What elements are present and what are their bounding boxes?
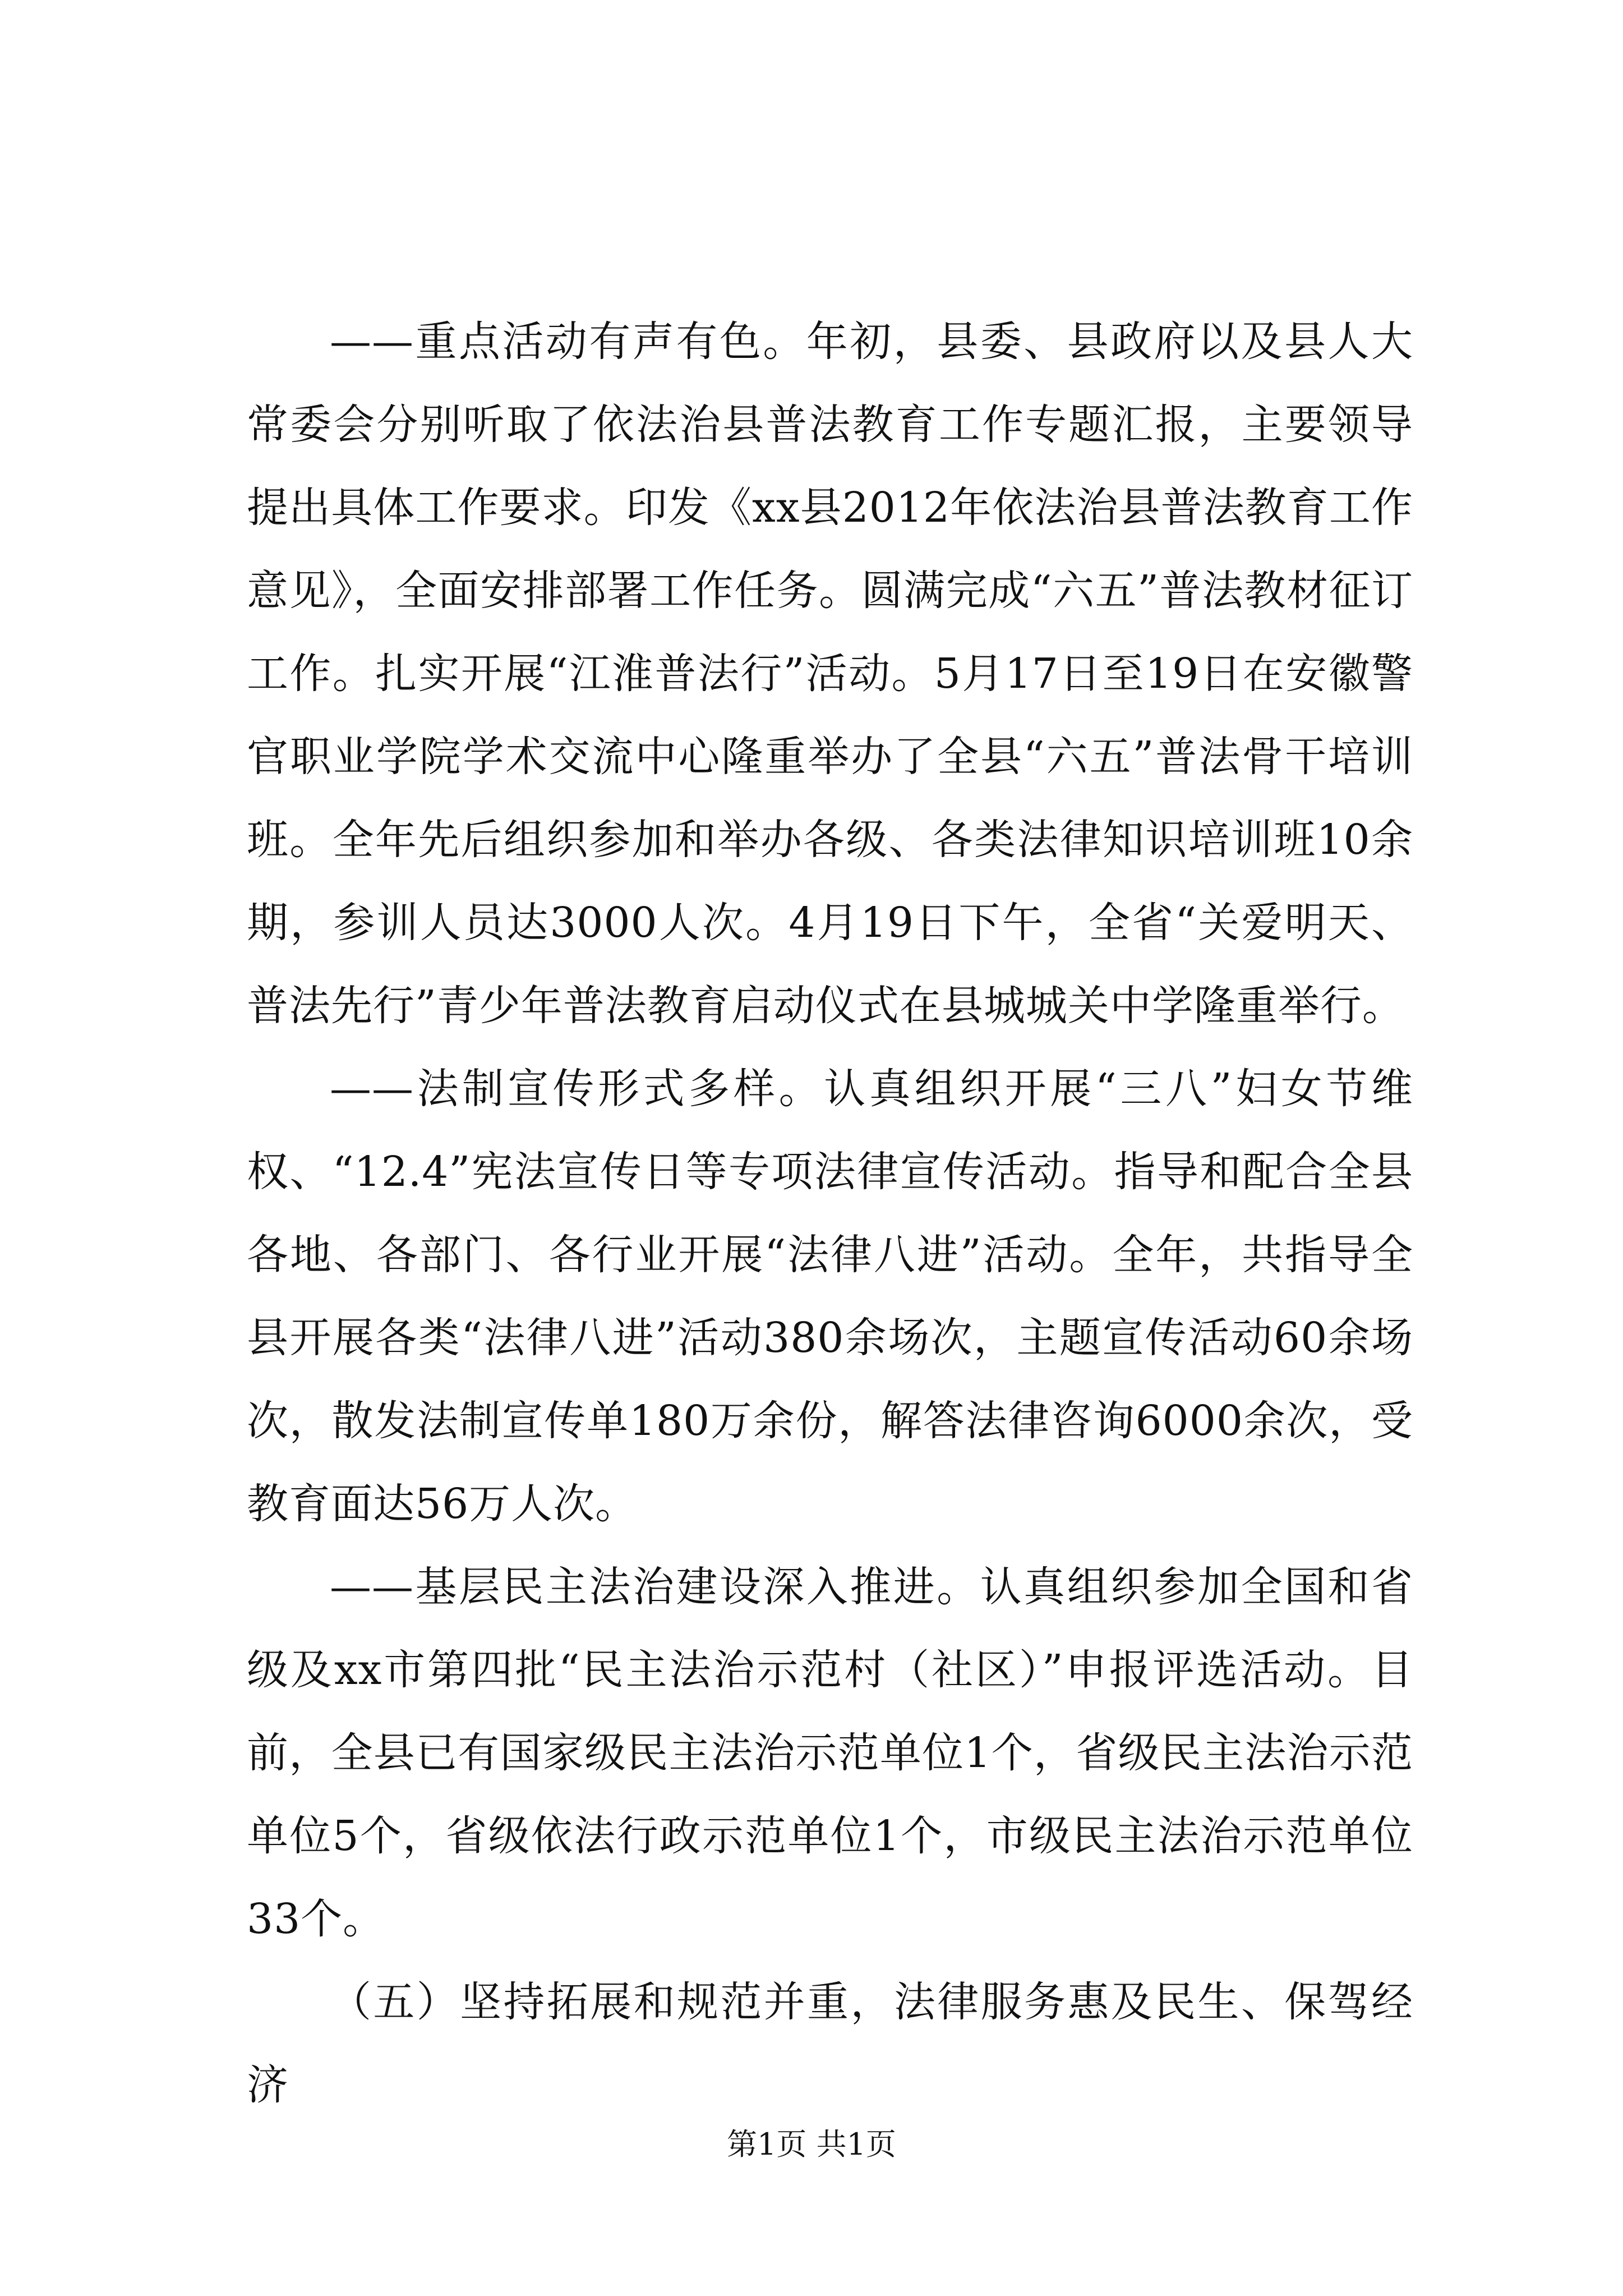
document-body — [247, 300, 1413, 2127]
paragraph-legal-publicity: ——法制宣传形式多样。认真组织开展“三八”妇女节维权、“12.4”宪法宣传日等专项法律宣传活动。指导和配合全县各地、各部门、各行业开展“法律八进”活动。全年，共指导全县开展各类“法律八进”活动380余场次，主题宣传活动60余场次，散发法制宣传单180万余份，解答法律咨询6000余次，受教育面达56万人次。 — [247, 1065, 1413, 1528]
paragraph-key-activities: ——重点活动有声有色。年初，县委、县政府以及县人大常委会分别听取了依法治县普法教育工作专题汇报，主要领导提出具体工作要求。印发《xx县2012年依法治县普法教育工作意见》，全面安排部署工作任务。圆满完成“六五”普法教材征订工作。扎实开展“江淮普法行”活动。5月17日至19日在安徽警官职业学院学术交流中心隆重举办了全县“六五”普法骨干培训班。全年先后组织参加和举办各级、各类法律知识培训班10余期，参训人员达3000人次。4月19日下午，全省“关爱明天、普法先行”青少年普法教育启动仪式在县城城关中学隆重举行。 — [247, 318, 1413, 1030]
paragraph-section-five-heading: （五）坚持拓展和规范并重，法律服务惠及民生、保驾经济 — [247, 1978, 1413, 2109]
paragraph-grassroots-democracy: ——基层民主法治建设深入推进。认真组织参加全国和省级及xx市第四批“民主法治示范村（社区）”申报评选活动。目前，全县已有国家级民主法治示范单位1个，省级民主法治示范单位5个，省级依法行政示范单位1个，市级民主法治示范单位33个。 — [247, 1563, 1413, 1943]
page-footer: 第1页 共1页 — [727, 2127, 896, 2162]
